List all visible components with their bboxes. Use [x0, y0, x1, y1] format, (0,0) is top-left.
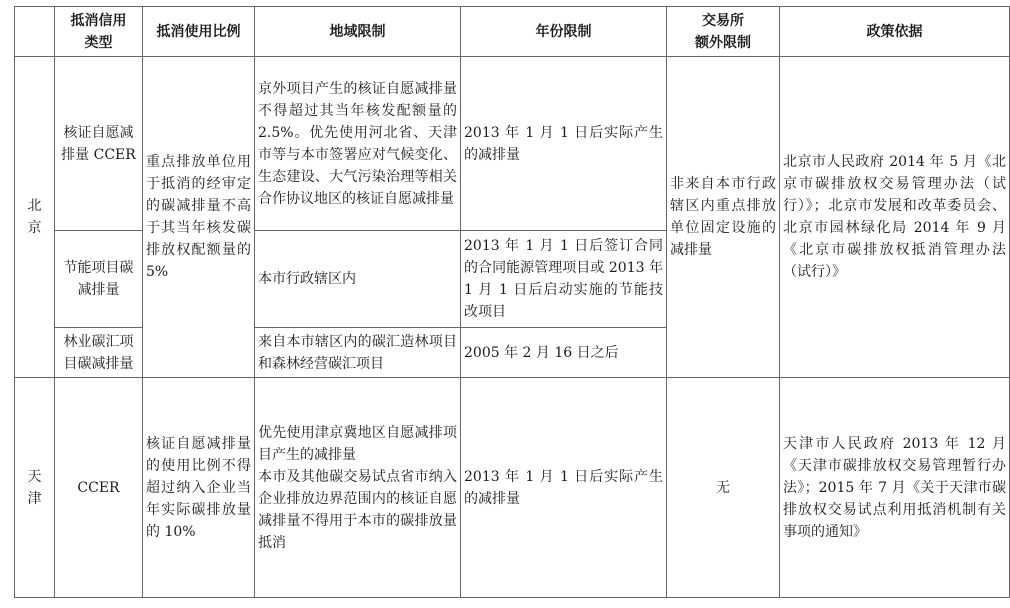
table-row-tianjin [15, 378, 1010, 598]
region-cell-tianjin [15, 378, 55, 598]
header-row [15, 7, 1010, 57]
region-char: 京 [27, 220, 42, 236]
policy-basis-cell-tianjin: 天津市人民政府 2013 年 12 月《天津市碳排放权交易管理暂行办法》；2015 年 7 月《关于天津市碳排放权交易试点利用抵消机制有关事项的通知》 [780, 378, 1010, 598]
year-limit-cell: 2013 年 1 月 1 日后签订合同的合同能源管理项目或 2013 年 1 月 1 日后启动实施的节能技改项目 [461, 231, 667, 328]
year-limit-cell: 2013 年 1 月 1 日后实际产生的减排量 [461, 378, 667, 598]
usage-ratio-cell-tianjin: 核证自愿减排量的使用比例不得超过纳入企业当年实际碳排放量的 10% [143, 378, 255, 598]
offset-type-cell: CCER [55, 378, 143, 598]
policy-table-container [14, 6, 1010, 598]
exchange-limit-cell-tianjin: 无 [667, 378, 780, 598]
region-char: 天 [27, 468, 42, 485]
offset-type-cell: 节能项目碳减排量 [55, 231, 143, 328]
header-offset-type: 抵消信用 类型 [55, 7, 143, 57]
header-usage-ratio: 抵消使用比例 [143, 7, 255, 57]
year-limit-cell: 2013 年 1 月 1 日后实际产生的减排量 [461, 57, 667, 231]
geo-limit-cell: 本市行政辖区内 [255, 231, 461, 328]
policy-basis-cell-beijing: 北京市人民政府 2014 年 5 月《北京市碳排放权交易管理办法（试行）》；北京市发展和改革委员会、北京市园林绿化局 2014 年 9 月《北京市碳排放权抵消管理办法（试行）》 [780, 57, 1010, 378]
region-char: 津 [27, 490, 42, 507]
region-cell-beijing [15, 57, 55, 378]
geo-limit-cell: 来自本市辖区内的碳汇造林项目和森林经营碳汇项目 [255, 328, 461, 378]
header-year-limit: 年份限制 [461, 7, 667, 57]
geo-limit-cell: 优先使用津京冀地区自愿减排项目产生的减排量 本市及其他碳交易试点省市纳入企业排放边界范围内的核证自愿减排量不得用于本市的碳排放量抵消 [255, 378, 461, 598]
header-exchange-limit: 交易所 额外限制 [667, 7, 780, 57]
offset-type-cell: 林业碳汇项目碳减排量 [55, 328, 143, 378]
table-row-beijing-ccer [15, 57, 1010, 231]
exchange-limit-cell-beijing: 非来自本市行政辖区内重点排放单位固定设施的减排量 [667, 57, 780, 378]
region-char: 北 [27, 198, 42, 214]
header-region [15, 7, 55, 57]
carbon-offset-policy-table [14, 6, 1010, 598]
offset-type-cell: 核证自愿减排量 CCER [55, 57, 143, 231]
header-policy-basis: 政策依据 [780, 7, 1010, 57]
geo-limit-cell: 京外项目产生的核证自愿减排量不得超过其当年核发配额量的 2.5%。优先使用河北省、天津市等与本市签署应对气候变化、生态建设、大气污染治理等相关合作协议地区的核证自愿减排量 [255, 57, 461, 231]
header-geo-limit: 地域限制 [255, 7, 461, 57]
year-limit-cell: 2005 年 2 月 16 日之后 [461, 328, 667, 378]
usage-ratio-cell-beijing: 重点排放单位用于抵消的经审定的碳减排量不高于其当年核发碳排放权配额量的5% [143, 57, 255, 378]
